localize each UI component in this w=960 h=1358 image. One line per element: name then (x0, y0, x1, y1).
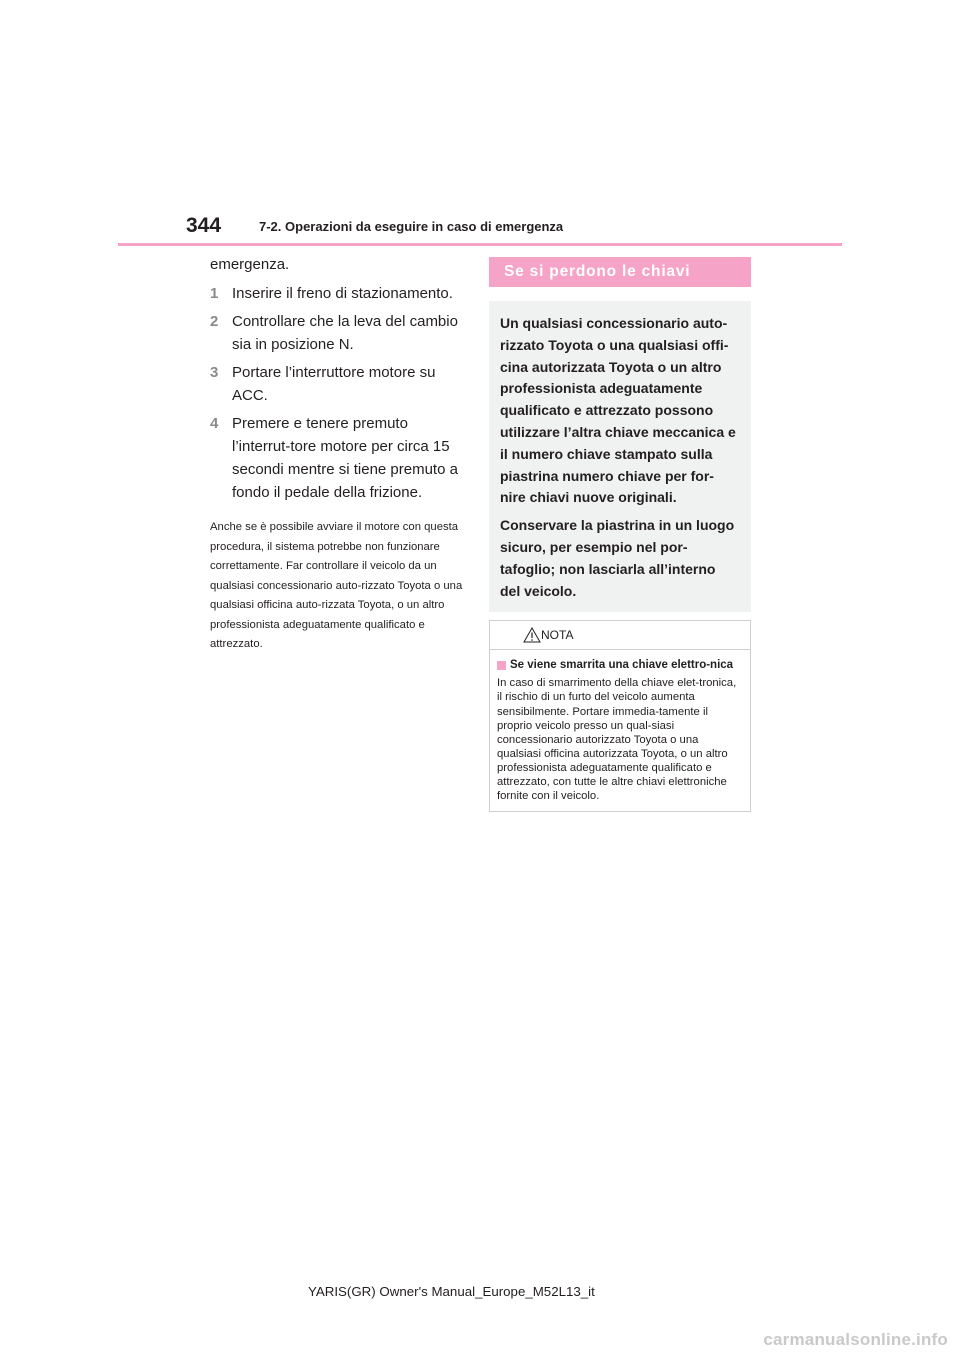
step-text: Portare l’interruttore motore su ACC. (232, 364, 436, 404)
step-number: 1 (210, 285, 219, 302)
step-number: 3 (210, 364, 219, 381)
nota-label: NOTA (541, 628, 574, 643)
step-number: 4 (210, 415, 219, 432)
step-2 (210, 310, 468, 356)
nota-subheading-text: Se viene smarrita una chiave elettro-nica (510, 659, 734, 672)
left-column (210, 254, 468, 655)
right-column (489, 257, 751, 812)
nota-subheading (497, 658, 742, 672)
square-bullet-icon (497, 661, 506, 670)
page-number: 344 (186, 214, 222, 237)
info-paragraph: Un qualsiasi concessionario auto-rizzato Toyota o una qualsiasi offi-cina autorizzata Toyota o un altro professionista adeguatamente qualificato e attrezzato possono utilizzare l’altra chiave meccanica e il numero chiave stampato sulla piastrina numero chiave per for-nire chiavi nuove originali. (500, 315, 736, 506)
intro-text: emergenza. (210, 256, 290, 273)
step-text: Premere e tenere premuto l’interrut-tore motore per circa 15 secondi mentre si tiene premuto a fondo il pedale della frizione. (232, 415, 458, 501)
nota-box (489, 620, 751, 812)
step-1 (210, 282, 468, 305)
watermark: carmanualsonline.info (763, 1330, 948, 1349)
step-4 (210, 412, 468, 504)
info-paragraph: Conservare la piastrina in un luogo sicuro, per esempio nel por-tafoglio; non lasciarla all’interno del veicolo. (500, 517, 735, 599)
lost-keys-heading: Se si perdono le chiavi (489, 257, 751, 287)
nota-body: In caso di smarrimento della chiave elet-tronica, il rischio di un furto del veicolo aumenta sensibilmente. Portare immedia-tamente il proprio veicolo presso un qual-siasi concessionario autorizzato Toyota o una qualsiasi officina autorizzata Toyota, o un altro professionista adeguatamente qualificato e attrezzato, con tutte le altre chiavi elettroniche fornite con il veicolo. (497, 677, 737, 803)
step-text: Inserire il freno di stazionamento. (232, 285, 453, 302)
section-title: 7-2. Operazioni da eseguire in caso di emergenza (259, 219, 564, 234)
procedure-note: Anche se è possibile avviare il motore con questa procedura, il sistema potrebbe non funzionare correttamente. Far controllare il veicolo da un qualsiasi concessionario auto-rizzato Toyota o una qualsiasi officina auto-rizzata Toyota, o un altro professionista adeguatamente qualificato e attrezzato. (210, 521, 463, 650)
step-number: 2 (210, 313, 219, 330)
step-3 (210, 361, 468, 407)
info-box (489, 301, 751, 612)
nota-header (490, 621, 750, 650)
header-rule (118, 243, 842, 246)
warning-icon (523, 627, 541, 643)
step-text: Controllare che la leva del cambio sia in posizione N. (232, 313, 458, 353)
footer-text: YARIS(GR) Owner's Manual_Europe_M52L13_it (308, 1284, 595, 1299)
